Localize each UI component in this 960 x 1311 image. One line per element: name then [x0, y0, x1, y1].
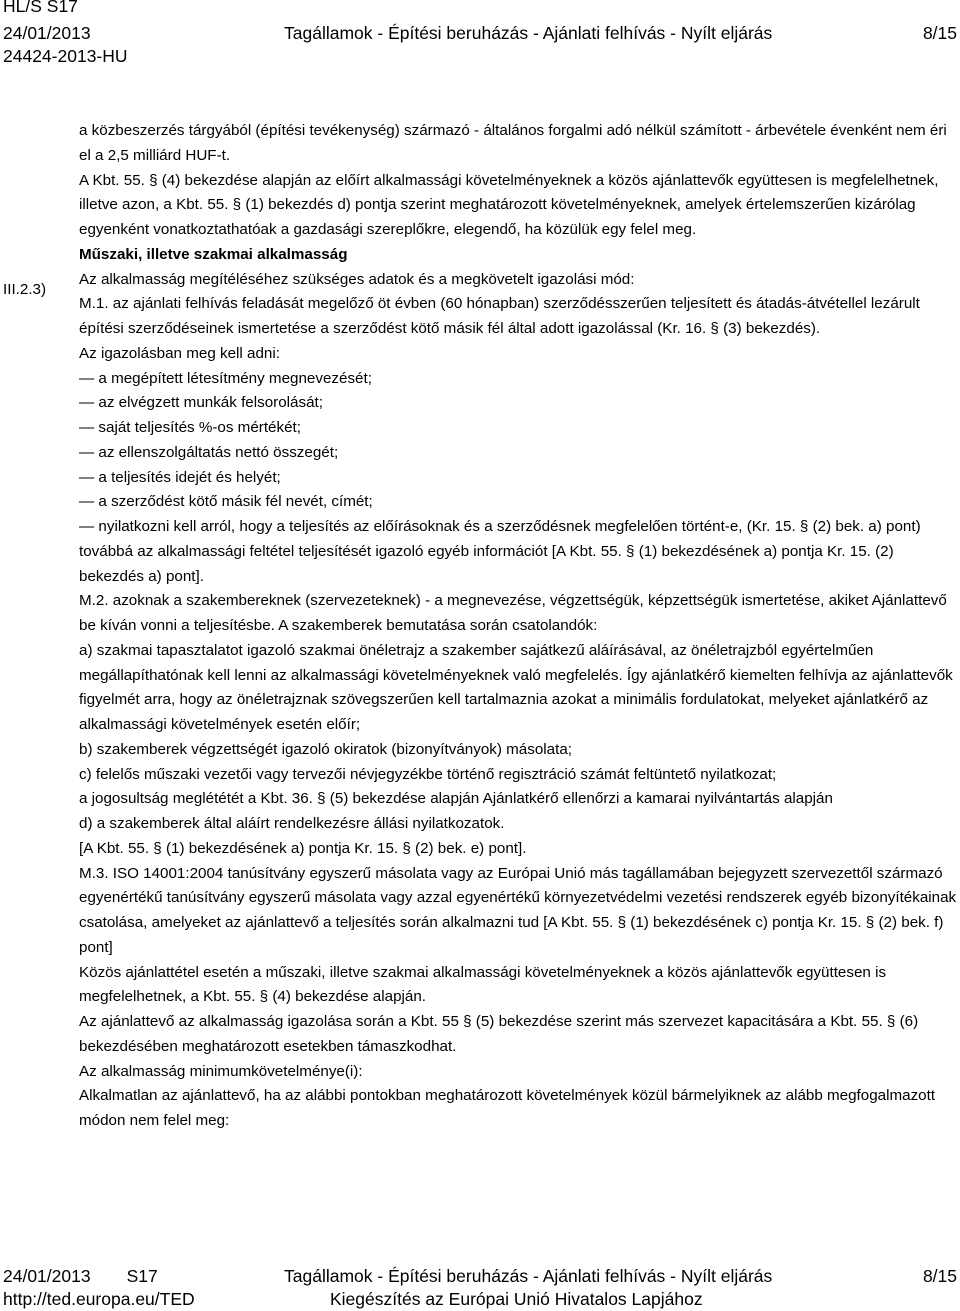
paragraph: M.1. az ajánlati felhívás feladását megelőző öt évben (60 hónapban) szerződésszerűen teljesített és átadás-átvétellel lezárult építési szerződéseinek ismertetése a szerződést kötő másik fél által adott igazolással (Kr. 16. § (3) bekezdés). — [79, 295, 920, 337]
header-doc-id: 24424-2013-HU — [3, 46, 128, 66]
list-item: — a teljesítés idejét és helyét; — [79, 468, 281, 486]
paragraph: Alkalmatlan az ajánlattevő, ha az alábbi pontokban meghatározott követelmények közül bármelyiknek az alább megfogalmazott módon nem felel meg: — [79, 1087, 936, 1129]
header-date: 24/01/2013 — [3, 23, 91, 43]
paragraph: Az ajánlattevő az alkalmasság igazolása során a Kbt. 55 § (5) bekezdése szerint más szervezet kapacitására a Kbt. 55. § (6) bekezdésében meghatározott esetekben támaszkodhat. — [79, 1013, 919, 1055]
footer-page-number: 8/15 — [922, 1266, 957, 1286]
paragraph: M.2. azoknak a szakembereknek (szervezeteknek) - a megnevezése, végzettségük, képzettségük ismertetése, akiket Ajánlattevő be kíván vonni a teljesítésbe. A szakemberek bemutatása során csatolandók: — [79, 592, 947, 634]
paragraph: a közbeszerzés tárgyából (építési tevékenység) származó - általános forgalmi adó nélkül számított - árbevétele évenként nem éri el a 2,5 milliárd HUF-t. — [79, 122, 947, 164]
paragraph: d) a szakemberek által aláírt rendelkezésre állási nyilatkozatok. — [79, 815, 505, 832]
footer-url[interactable]: http://ted.europa.eu/TED — [3, 1289, 195, 1309]
paragraph: a) szakmai tapasztalatot igazoló szakmai önéletrajz a szakember sajátkezű aláírásával, az önéletrajzból egyértelműen megállapíthatónak kell lenni az alkalmassági követelményeknek való megfelelés. Így ajánlatkérő kiemelten felhívja az ajánlattevők figyelmét arra, hogy az önéletrajznak szövegszerűen kell tartalmaznia azokat a minimális fordulatokat, melyeket ajánlatkérő az alkalmassági követelmények esetén előír; — [79, 641, 953, 733]
list-item: — nyilatkozni kell arról, hogy a teljesítés az előírásoknak és a szerződésnek megfelelően történt-e, (Kr. 15. § (2) bek. a) pont) továbbá az alkalmassági feltétel teljesítését igazoló egyéb információt [A Kbt. 55. § (1) bekezdésének a) pontja Kr. 15. (2) bekezdés a) pont]. — [79, 518, 921, 585]
list-item: — az elvégzett munkák felsorolását; — [79, 394, 323, 412]
paragraph: Közös ajánlattétel esetén a műszaki, illetve szakmai alkalmassági követelményeknek a közös ajánlattevők együttesen is megfelelhetnek, a Kbt. 55. § (4) bekezdése alapján. — [79, 963, 887, 1006]
paragraph: b) szakemberek végzettségét igazoló okiratok (bizonyítványok) másolata; — [79, 740, 572, 758]
footer-title: Tagállamok - Építési beruházás - Ajánlati felhívás - Nyílt eljárás — [284, 1266, 773, 1286]
list-item: — a szerződést kötő másik fél nevét, címét; — [79, 493, 373, 511]
footer-date: 24/01/2013 — [3, 1266, 91, 1286]
list-item: — saját teljesítés %-os mértékét; — [79, 419, 301, 436]
document-body — [79, 119, 957, 1134]
header-series: HL/S S17 — [3, 0, 78, 16]
paragraph: A Kbt. 55. § (4) bekezdése alapján az előírt alkalmassági követelményeknek a közös ajánlattevők együttesen is megfelelhetnek, illetve azon, a Kbt. 55. § (1) bekezdés d) pontja szerint meghatározott követelményeknek, amelyek értelemszerűen kizárólag egyenként vonatkoztathatóak a gazdasági szereplőkre, elegendő, ha közülük egy felel meg. — [79, 171, 939, 238]
section-title: Műszaki, illetve szakmai alkalmasság — [79, 245, 348, 263]
paragraph: [A Kbt. 55. § (1) bekezdésének a) pontja Kr. 15. § (2) bek. e) pont]. — [79, 839, 527, 857]
header-page-number: 8/15 — [922, 23, 957, 43]
footer-date-series — [3, 1265, 158, 1287]
paragraph: c) felelős műszaki vezetői vagy tervezői névjegyzékbe történő regisztráció számát feltüntető nyilatkozat; — [79, 765, 777, 783]
footer-publisher: Kiegészítés az Európai Unió Hivatalos Lapjához — [330, 1289, 703, 1309]
page-footer — [0, 1264, 960, 1311]
paragraph: Az alkalmasság minimumkövetelménye(i): — [79, 1062, 363, 1080]
list-item: — az ellenszolgáltatás nettó összegét; — [79, 443, 339, 461]
list-item: — a megépített létesítmény megnevezését; — [79, 369, 372, 387]
header-title: Tagállamok - Építési beruházás - Ajánlati felhívás - Nyílt eljárás — [284, 23, 773, 43]
paragraph: M.3. ISO 14001:2004 tanúsítvány egyszerű másolata vagy az Európai Unió más tagállamában bejegyzett szervezettől származó egyenértékű tanúsítvány egyszerű másolata vagy azzal egyenértékű környezetvédelmi vezetési rendszerek egyéb bizonyítékainak csatolása, amelyeket az ajánlattevő a teljesítés során alkalmazni tud [A Kbt. 55. § (1) bekezdésének c) pontja Kr. 15. § (2) bek. f) pont] — [79, 864, 957, 956]
paragraph: Az alkalmasság megítéléséhez szükséges adatok és a megkövetelt igazolási mód: — [79, 270, 635, 288]
paragraph: a jogosultság meglététét a Kbt. 36. § (5) bekezdése alapján Ajánlatkérő ellenőrzi a kamarai nyilvántartás alapján — [79, 790, 833, 808]
page-header — [0, 0, 960, 72]
footer-series: S17 — [126, 1266, 158, 1286]
paragraph: Az igazolásban meg kell adni: — [79, 344, 280, 362]
section-number: III.2.3) — [3, 281, 47, 298]
